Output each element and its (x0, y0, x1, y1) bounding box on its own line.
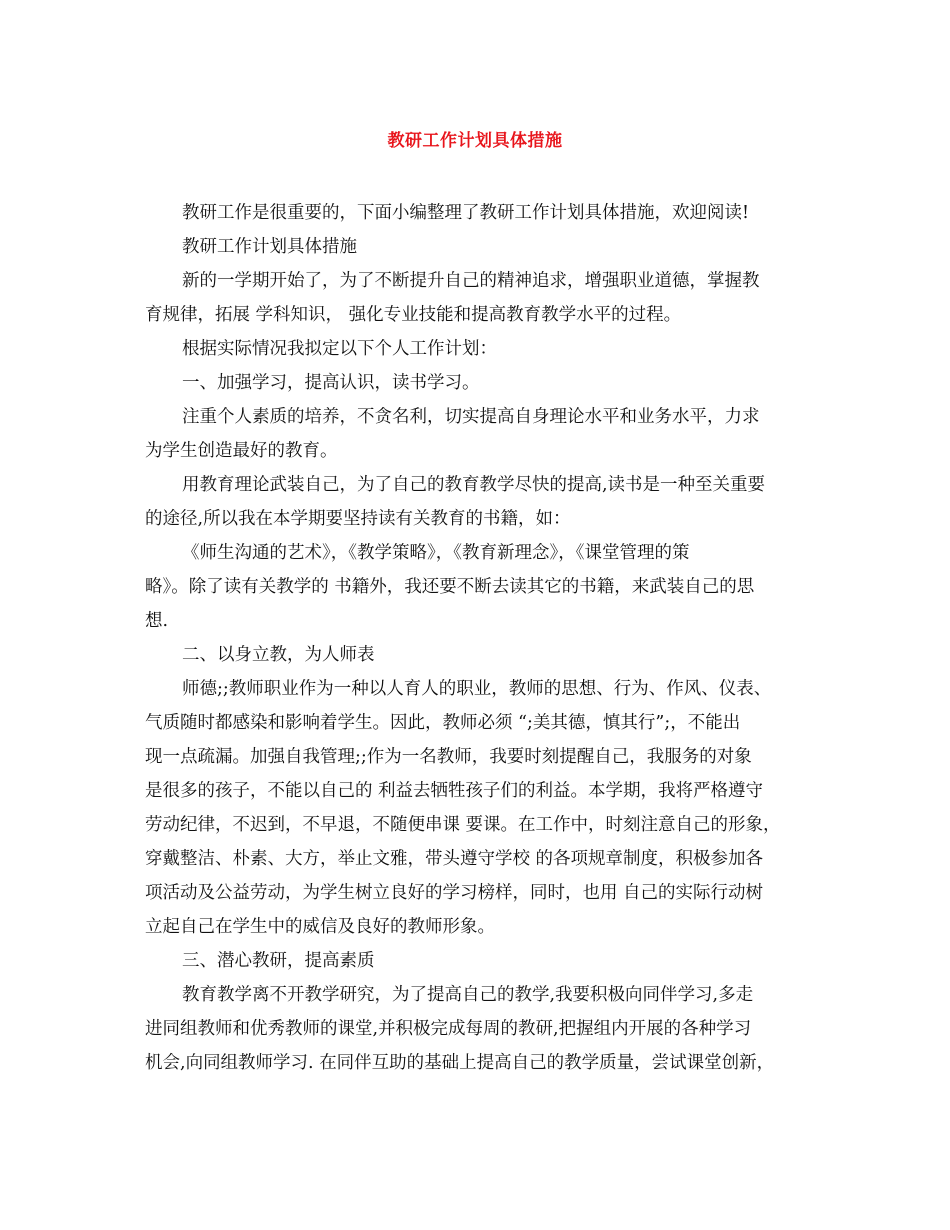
paragraph-line: 想. (145, 611, 169, 631)
section-heading-1: 一、加强学习，提高认识，读书学习。 (182, 373, 480, 393)
paragraph-line: 进同组教师和优秀教师的课堂,并积极完成每周的教研,把握组内开展的各种学习 (145, 1019, 752, 1039)
section-heading-2: 二、以身立教，为人师表 (182, 645, 375, 665)
paragraph-line: 注重个人素质的培养，不贪名利，切实提高自身理论水平和业务水平，力求 (182, 407, 760, 427)
paragraph-line: 劳动纪律，不迟到，不早退，不随便串课 要课。在工作中，时刻注意自己的形象， (145, 815, 781, 835)
paragraph-line: 气质随时都感染和影响着学生。因此，教师必须 “;美其德，慎其行”;，不能出 (145, 713, 741, 733)
intro-line: 教研工作是很重要的，下面小编整理了教研工作计划具体措施，欢迎阅读! (182, 203, 750, 223)
paragraph-line: 为学生创造最好的教育。 (145, 441, 338, 461)
paragraph-line: 项活动及公益劳动，为学生树立良好的学习榜样，同时，也用 自己的实际行动树 (145, 883, 764, 903)
paragraph-line: 新的一学期开始了，为了不断提升自己的精神追求，增强职业道德，掌握教 (182, 271, 760, 291)
paragraph-line: 的途径,所以我在本学期要坚持读有关教育的书籍，如： (145, 509, 571, 529)
paragraph-line: 机会,向同组教师学习. 在同伴互助的基础上提高自己的教学质量，尝试课堂创新， (145, 1053, 775, 1073)
paragraph-line: 育规律，拓展 学科知识， 强化专业技能和提高教育教学水平的过程。 (145, 305, 682, 325)
paragraph-line: 教育教学离不开教学研究，为了提高自己的教学,我要积极向同伴学习,多走 (182, 985, 754, 1005)
document-title: 教研工作计划具体措施 (387, 131, 563, 151)
paragraph-line: 立起自己在学生中的威信及良好的教师形象。 (145, 917, 495, 937)
paragraph-line: 《师生沟通的艺术》，《教学策略》，《教育新理念》，《课堂管理的策 (182, 543, 690, 563)
subtitle-line: 教研工作计划具体措施 (182, 237, 357, 257)
document-body (145, 196, 825, 1080)
paragraph-line: 是很多的孩子，不能以自己的 利益去牺牲孩子们的利益。本学期，我将严格遵守 (145, 781, 764, 801)
paragraph-line: 现一点疏漏。加强自我管理;;作为一名教师，我要时刻提醒自己，我服务的对象 (145, 747, 752, 767)
section-heading-3: 三、潜心教研，提高素质 (182, 951, 375, 971)
paragraph-line: 穿戴整洁、朴素、大方，举止文雅，带头遵守学校 的各项规章制度，积极参加各 (145, 849, 764, 869)
paragraph-line: 师德;;教师职业作为一种以人育人的职业，教师的思想、行为、作风、仪表、 (182, 679, 772, 699)
paragraph-line: 略》。除了读有关教学的 书籍外，我还要不断去读其它的书籍，来武装自己的思 (145, 577, 755, 597)
paragraph-line: 根据实际情况我拟定以下个人工作计划： (182, 339, 497, 359)
paragraph-line: 用教育理论武装自己，为了自己的教育教学尽快的提高,读书是一种至关重要 (182, 475, 766, 495)
